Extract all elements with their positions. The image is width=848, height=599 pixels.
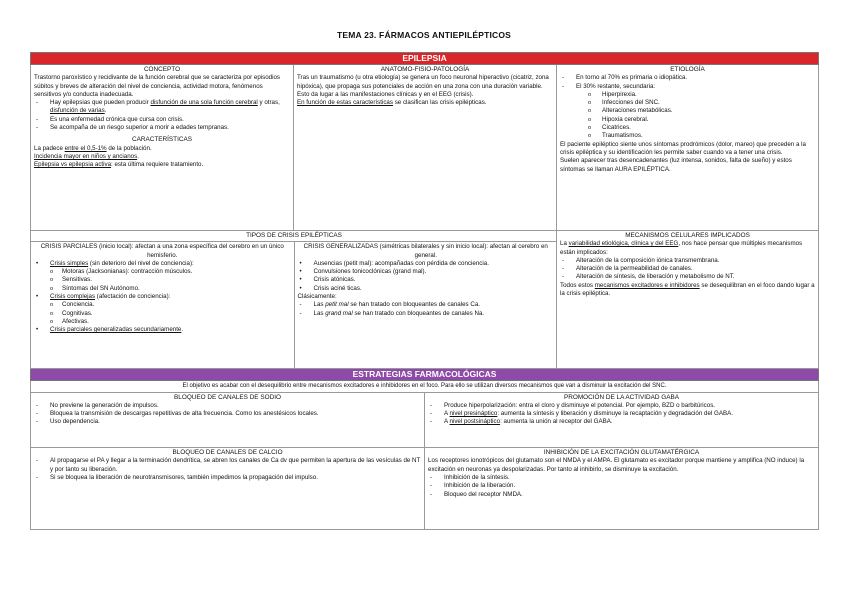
list-item: o Cicatrices. <box>560 124 815 132</box>
calcio-list <box>34 457 421 482</box>
list-item: - Uso dependencia. <box>34 418 421 426</box>
page-title: TEMA 23. FÁRMACOS ANTIEPILÉPTICOS <box>336 30 512 40</box>
list-item: • Crisis atónicas. <box>298 276 555 284</box>
generalizadas-cell <box>294 242 557 369</box>
mecanismos-cell <box>557 231 819 369</box>
list-item: - Bloqueo del receptor NMDA. <box>428 491 815 499</box>
sodio-header: BLOQUEO DE CANALES DE SODIO <box>174 393 281 401</box>
parciales-intro: CRISIS PARCIALES (inicio local): afectan a una zona específica del cerebro en un único hemisferio. <box>40 243 284 259</box>
parciales-list <box>34 260 291 335</box>
list-item: - Bloquea la transmisión de descargas repetitivas de alta frecuencia. Como los anestésicos locales. <box>34 410 421 418</box>
list-item: o Cognitivas. <box>34 310 291 318</box>
caracteristica-line: La padece entre el 0,5-1% de la población. <box>34 144 152 152</box>
list-item: - Hay epilepsias que pueden producir disfunción de una sola función cerebral y otras, disfunción de varias. <box>34 99 290 116</box>
etiologia-cell <box>557 65 819 231</box>
list-item: - Se acompaña de un riesgo superior a morir a edades tempranas. <box>34 124 290 132</box>
concepto-cell <box>31 65 294 231</box>
tipos-table <box>31 231 557 368</box>
list-item: o Motoras (Jacksonianas): contracción músculos. <box>34 268 291 276</box>
list-item: • Crisis simples (sin deterioro del nivel de conciencia): <box>34 260 291 268</box>
list-item: - Alteración de la permeabilidad de canales. <box>560 265 815 273</box>
sodio-cell <box>31 393 425 448</box>
list-item: o Conciencia. <box>34 301 291 309</box>
generalizadas-intro: CRISIS GENERALIZADAS (simétricas bilaterales y sin inicio local): afectan al cerebro en general. <box>303 243 548 259</box>
etiologia-text: El paciente epiléptico siente unos síntomas prodrómicos (dolor, mareo) que preceden a la crisis epiléptica y su identificación les permite saber cuando va a tener una crisis. <box>560 140 806 156</box>
list-item: o Afectivas. <box>34 318 291 326</box>
tipos-header: TIPOS DE CRISIS EPILÉPTICAS <box>31 231 557 242</box>
glutamato-list <box>428 474 815 499</box>
mecanismos-text: Todos estos mecanismos excitadores e inhibidores se desequilibran en el foco dando lugar a la crisis epiléptica. <box>560 281 815 298</box>
estrategias-banner: ESTRATEGIAS FARMACOLÓGICAS <box>31 369 819 381</box>
mecanismos-intro: La variabilidad etiológica, clínica y del EEG, nos hace pensar que múltiples mecanismos están implicados: <box>560 240 803 256</box>
etiologia-list <box>560 74 815 140</box>
anatomo-text: Tras un traumatismo (u otra etiología) se genera un foco neuronal hiperactivo (cicatriz, zona hipóxica), que propaga sus potenciales de acción en una zona con una duración variable. <box>297 74 549 90</box>
anatomo-cell <box>294 65 557 231</box>
concepto-header: CONCEPTO <box>143 66 181 73</box>
list-item: o Síntomas del SN Autónomo. <box>34 285 291 293</box>
anatomo-header: ANATOMO-FISIO-PATOLOGÍA <box>380 66 470 73</box>
generalizadas-list <box>298 260 555 293</box>
caracteristica-line: Epilepsia vs epilepsia activa: esta última requiere tratamiento. <box>34 161 204 169</box>
caracteristica-line: Incidencia mayor en niños y ancianos. <box>34 152 139 160</box>
list-item: • Convulsiones tonicoclónicas (grand mal). <box>298 268 555 276</box>
list-item: - Inhibición de la liberación. <box>428 482 815 490</box>
glutamato-header: INHIBICIÓN DE LA EXCITACIÓN GLUTAMATÉRGICA <box>543 449 700 457</box>
list-item: o Alteraciones metabólicas. <box>560 107 815 115</box>
estrategias-table <box>30 393 819 531</box>
clasicamente-label: Clásicamente: <box>297 293 337 301</box>
sodio-list <box>34 402 421 427</box>
gaba-list <box>428 402 815 427</box>
list-item: o Sensitivas. <box>34 276 291 284</box>
anatomo-text: Esto da lugar a las manifestaciones clínicas y en el EEG (crisis). <box>297 90 474 98</box>
list-item: o Infecciones del SNC. <box>560 99 815 107</box>
list-item: - En torno al 70% es primaria o idiopática. <box>560 74 815 82</box>
list-item: - A nivel postsináptico: aumenta la unión al receptor del GABA. <box>428 418 815 426</box>
etiologia-text: Suelen aparecer tras desencadenantes (luz intensa, sonidos, falta de sueño) y estos síntomas se llaman AURA EPILÉPTICA. <box>560 157 792 173</box>
list-item: - Es una enfermedad crónica que cursa con crisis. <box>34 116 290 124</box>
list-item: o Hiperpirexia. <box>560 91 815 99</box>
list-item: • Crisis parciales generalizadas secundariamente. <box>34 326 291 334</box>
list-item: • Ausencias (petit mal): acompañadas con pérdida de conciencia. <box>298 260 555 268</box>
mecanismos-list <box>560 257 815 282</box>
list-item: - Si se bloquea la liberación de neurotransmisores, también impedimos la propagación del impulso. <box>34 474 421 482</box>
gaba-header: PROMOCIÓN DE LA ACTIVIDAD GABA <box>563 393 680 401</box>
epilepsia-section <box>30 52 818 530</box>
clasicamente-list <box>298 301 555 318</box>
list-item: - Las petit mal se han tratado con bloqueantes de canales Ca. <box>298 301 555 309</box>
glutamato-cell <box>425 448 819 530</box>
caracteristicas-header: CARACTERÍSTICAS <box>131 136 192 144</box>
etiologia-header: ETIOLOGÍA <box>670 66 705 73</box>
mecanismos-header: MECANISMOS CELULARES IMPLICADOS <box>625 232 750 239</box>
list-item: • Crisis aciné ticas. <box>298 285 555 293</box>
parciales-cell <box>31 242 294 369</box>
epilepsia-table <box>30 52 819 393</box>
list-item: - Produce hiperpolarización: entra el cloro y disminuye el potencial. Por ejemplo, BZD o barbitúricos. <box>428 402 815 410</box>
list-item: o Traumatismos. <box>560 132 815 140</box>
anatomo-text: En función de estas características se clasifican las crisis epilépticas. <box>297 99 487 107</box>
estrategias-intro: El objetivo es acabar con el desequilibrio entre mecanismos excitadores e inhibidores en el foco. Para ello se utilizan diversos mecanismos que van a disminuir la excitación del SNC. <box>31 381 819 392</box>
list-item: o Hipoxia cerebral. <box>560 116 815 124</box>
concepto-list <box>34 99 290 132</box>
list-item: - Inhibición de la síntesis. <box>428 474 815 482</box>
list-item: - Alteración de la composición iónica transmembrana. <box>560 257 815 265</box>
list-item: - Alteración de síntesis, de liberación y metabolismo de NT. <box>560 273 815 281</box>
list-item: - No previene la generación de impulsos. <box>34 402 421 410</box>
gaba-cell <box>425 393 819 448</box>
concepto-intro: Trastorno paroxístico y recidivante de la función cerebral que se caracteriza por episodios súbitos y breves de alteración del nivel de conciencia, actividad motora, fenómenos sensitivos y/o conducta inadecuada. <box>34 74 281 98</box>
list-item: • Crisis complejas (afectación de conciencia): <box>34 293 291 301</box>
tipos-cell <box>31 231 557 369</box>
list-item: - Las grand mal se han tratado con bloqueantes de canales Na. <box>298 310 555 318</box>
list-item: - A nivel presináptico: aumenta la síntesis y liberación y disminuye la recaptación y degradación del GABA. <box>428 410 815 418</box>
list-item: - Al propagarse el PA y llegar a la terminación dendrítica, se abren los canales de Ca dv que permiten la apertura de las vesículas de NT y por tanto su liberación. <box>34 457 421 474</box>
calcio-header: BLOQUEO DE CANALES DE CALCIO <box>172 449 283 457</box>
list-item: - El 30% restante, secundaria: <box>560 83 815 91</box>
calcio-cell <box>31 448 425 530</box>
glutamato-intro: Los receptores ionotrópicos del glutamato son el NMDA y el AMPA. El glutamato es excitador porque mantiene y amplifica (NO induce) la excitación en neuronas ya despolarizadas. Por tanto al inhibirlo, se disminuye la excitación. <box>428 457 805 473</box>
epilepsia-banner: EPILEPSIA <box>31 53 819 65</box>
